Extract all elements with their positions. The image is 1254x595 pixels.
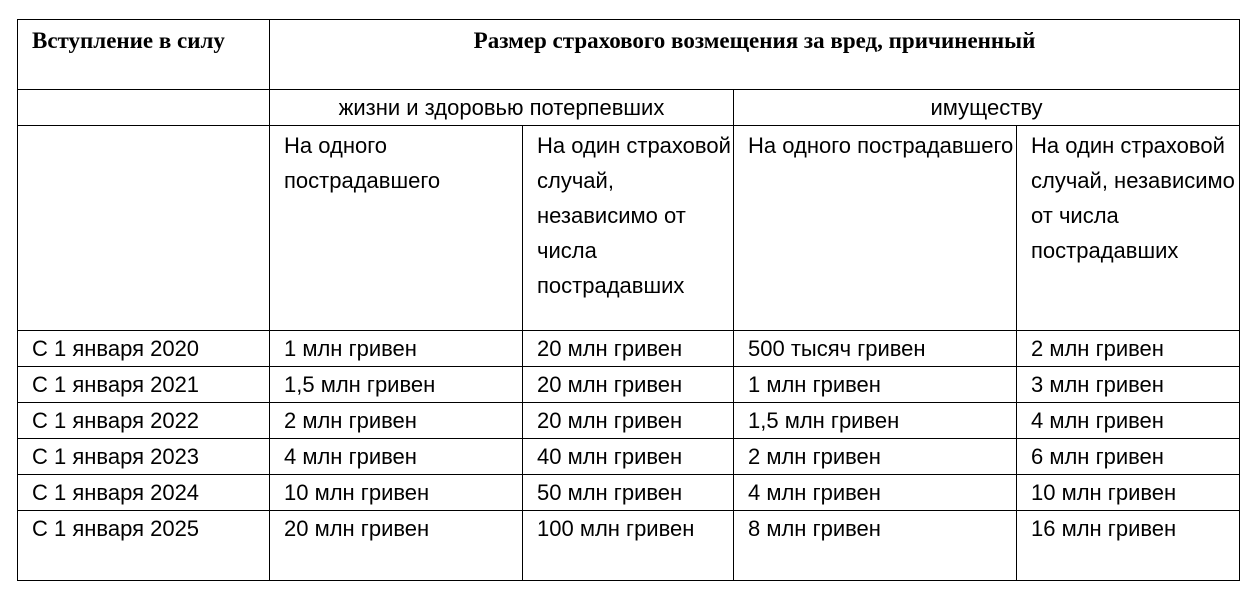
- property-event-cell: 10 млн гривен: [1017, 475, 1240, 511]
- empty-header-cell: [18, 90, 270, 126]
- life-victim-cell: 1,5 млн гривен: [270, 367, 523, 403]
- header-row-columns: [18, 126, 1240, 331]
- property-event-cell: 2 млн гривен: [1017, 331, 1240, 367]
- insurance-limits-table: [17, 19, 1240, 581]
- property-event-cell: 6 млн гривен: [1017, 439, 1240, 475]
- property-victim-cell: 8 млн гривен: [734, 511, 1017, 581]
- table-row: [18, 367, 1240, 403]
- property-victim-cell: 1,5 млн гривен: [734, 403, 1017, 439]
- header-row-groups: [18, 90, 1240, 126]
- life-event-cell: 20 млн гривен: [523, 367, 734, 403]
- header-row-title: [18, 20, 1240, 90]
- life-event-cell: 40 млн гривен: [523, 439, 734, 475]
- property-victim-cell: 1 млн гривен: [734, 367, 1017, 403]
- date-cell: С 1 января 2025: [18, 511, 270, 581]
- table-row: [18, 331, 1240, 367]
- property-per-event-header: На один страховой случай, независимо от числа пострадавших: [1017, 126, 1240, 331]
- life-per-event-header: На один страховой случай, независимо от числа пострадавших: [523, 126, 734, 331]
- date-cell: С 1 января 2023: [18, 439, 270, 475]
- property-event-cell: 16 млн гривен: [1017, 511, 1240, 581]
- property-event-cell: 3 млн гривен: [1017, 367, 1240, 403]
- life-event-cell: 100 млн гривен: [523, 511, 734, 581]
- property-group-header: имуществу: [734, 90, 1240, 126]
- life-per-victim-header: На одного пострадавшего: [270, 126, 523, 331]
- life-victim-cell: 4 млн гривен: [270, 439, 523, 475]
- empty-header-cell: [18, 126, 270, 331]
- table-row: [18, 403, 1240, 439]
- life-victim-cell: 20 млн гривен: [270, 511, 523, 581]
- property-per-victim-header: На одного пострадавшего: [734, 126, 1017, 331]
- life-event-cell: 20 млн гривен: [523, 403, 734, 439]
- effective-date-header: Вступление в силу: [18, 20, 270, 90]
- property-victim-cell: 4 млн гривен: [734, 475, 1017, 511]
- life-victim-cell: 2 млн гривен: [270, 403, 523, 439]
- table-row: [18, 439, 1240, 475]
- date-cell: С 1 января 2022: [18, 403, 270, 439]
- property-victim-cell: 2 млн гривен: [734, 439, 1017, 475]
- life-health-group-header: жизни и здоровью потерпевших: [270, 90, 734, 126]
- life-victim-cell: 1 млн гривен: [270, 331, 523, 367]
- date-cell: С 1 января 2021: [18, 367, 270, 403]
- life-event-cell: 20 млн гривен: [523, 331, 734, 367]
- property-victim-cell: 500 тысяч гривен: [734, 331, 1017, 367]
- life-event-cell: 50 млн гривен: [523, 475, 734, 511]
- date-cell: С 1 января 2024: [18, 475, 270, 511]
- date-cell: С 1 января 2020: [18, 331, 270, 367]
- table-row: [18, 511, 1240, 581]
- property-event-cell: 4 млн гривен: [1017, 403, 1240, 439]
- table-row: [18, 475, 1240, 511]
- main-title-header: Размер страхового возмещения за вред, причиненный: [270, 20, 1240, 90]
- life-victim-cell: 10 млн гривен: [270, 475, 523, 511]
